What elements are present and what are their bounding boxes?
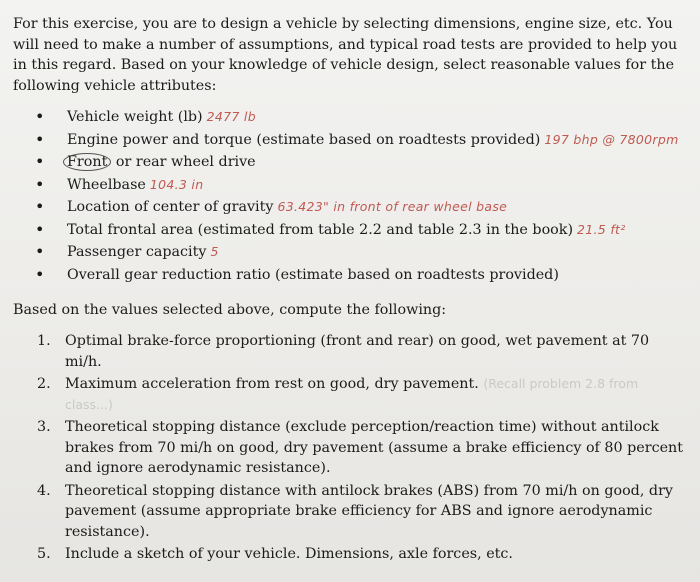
faint-note: (Recall problem 2.8 from class...) (65, 376, 639, 412)
handwritten-value: 104.3 in (149, 176, 204, 192)
compute-heading: Based on the values selected above, compute the following: (13, 302, 447, 318)
task-text: Maximum acceleration from rest on good, dry pavement. (65, 376, 479, 392)
task-text: Theoretical stopping distance with antilock brakes (ABS) from 70 mi/h on good, dry pavement (assume appropriate brake efficiency for ABS and ignore aerodynamic resistance). (65, 482, 673, 540)
attribute-item (13, 264, 688, 287)
attribute-list (13, 106, 688, 286)
attribute-label: Engine power and torque (estimate based on roadtests provided) (67, 131, 541, 148)
attribute-item (13, 129, 688, 152)
task-text: Include a sketch of your vehicle. Dimensions, axle forces, etc. (65, 546, 513, 562)
task-item (13, 481, 688, 543)
task-number: 4. (37, 482, 51, 499)
attribute-item (13, 219, 688, 242)
handwritten-value: 63.423" in front of rear wheel base (277, 199, 508, 214)
attribute-label: Total frontal area (estimated from table 2.2 and table 2.3 in the book) (67, 221, 574, 238)
handwritten-value: 2477 lb (206, 109, 256, 124)
handwritten-value: 21.5 ft² (577, 221, 626, 237)
attribute-label: Wheelbase (67, 176, 146, 193)
attribute-label: Overall gear reduction ratio (estimate based on roadtests provided) (67, 266, 559, 283)
task-text: Theoretical stopping distance (exclude perception/reaction time) without antilock brakes from 70 mi/h on good, dry pavement (assume a brake efficiency of 80 percent and ignore aerodynamic resistance). (65, 419, 683, 476)
attribute-label: Location of center of gravity (67, 199, 274, 215)
attribute-item (13, 241, 688, 264)
attribute-label: or rear wheel drive (111, 154, 256, 170)
task-number: 5. (37, 546, 51, 562)
task-item (13, 544, 688, 565)
attribute-item (13, 196, 688, 219)
task-item (13, 374, 688, 415)
attribute-item (13, 106, 688, 129)
task-item (13, 331, 688, 372)
worksheet-page (13, 14, 688, 567)
handwritten-value: 5 (210, 244, 219, 259)
task-list (13, 331, 688, 565)
task-item (13, 417, 688, 479)
task-number: 2. (37, 376, 51, 392)
intro-paragraph: For this exercise, you are to design a vehicle by selecting dimensions, engine size, etc. You will need to make a number of assumptions, and typical road tests are provided to help you in this regard. Based on your knowledge of vehicle design, select reasonable values for the following vehicle attributes: (13, 16, 678, 94)
task-number: 1. (37, 333, 51, 349)
task-text: Optimal brake-force proportioning (front and rear) on good, wet pavement at 70 mi/h. (65, 333, 650, 370)
task-number: 3. (37, 419, 51, 435)
attribute-item (13, 151, 688, 174)
attribute-label: Vehicle weight (lb) (67, 109, 203, 125)
circled-choice: Front (63, 153, 111, 171)
attribute-label: Passenger capacity (67, 244, 207, 260)
attribute-item (13, 174, 688, 197)
handwritten-value: 197 bhp @ 7800rpm (544, 131, 679, 147)
